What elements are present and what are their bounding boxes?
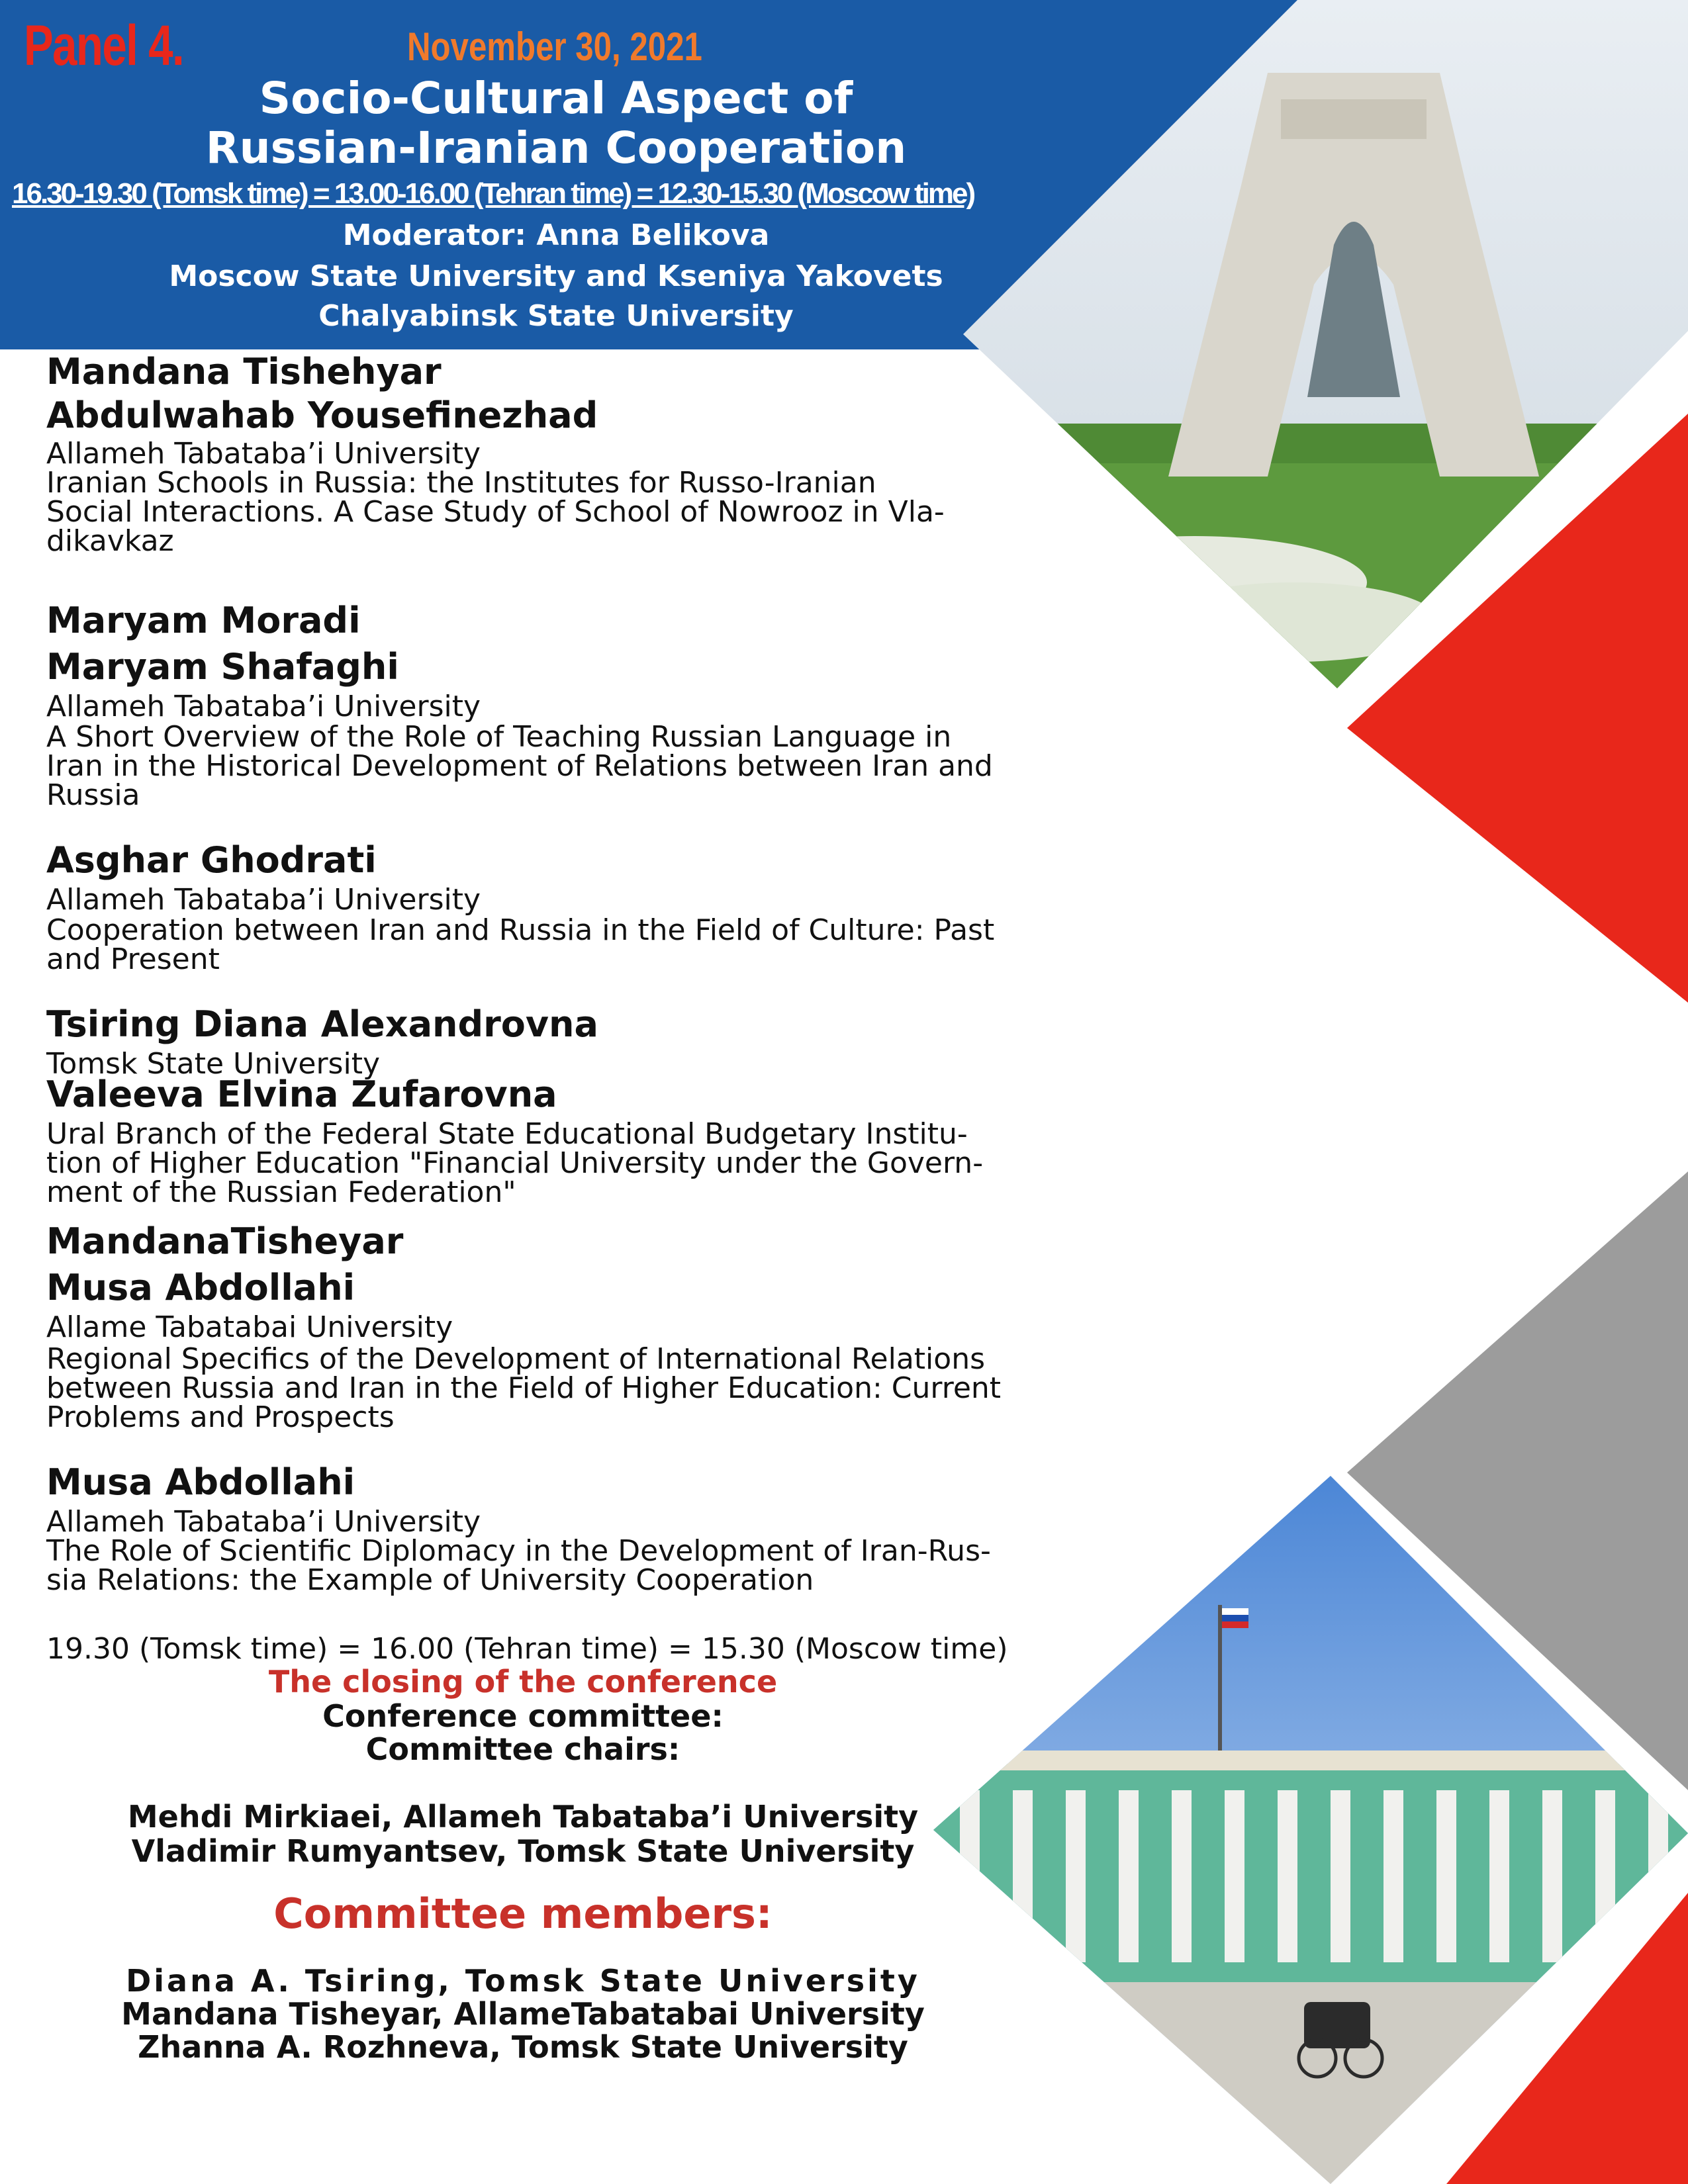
talk-title [46, 720, 1033, 812]
speaker-name: Maryam Shafaghi [46, 646, 399, 688]
talk-title [46, 466, 1033, 558]
talk-title-line: Iran in the Historical Development of Relations between Iran and [46, 749, 993, 783]
speaker-name: Maryam Moradi [46, 600, 361, 641]
talk-title-line: sia Relations: the Example of University Cooperation [46, 1563, 814, 1597]
talk-title-line: and Present [46, 942, 220, 976]
talk-title-line: Regional Specifics of the Development of International Relations [46, 1342, 986, 1376]
talk-title [46, 1342, 1033, 1434]
talk-title-line: The Role of Scientific Diplomacy in the Development of Iran-Rus- [46, 1534, 991, 1568]
talk-title-line: Problems and Prospects [46, 1400, 395, 1434]
speaker-affiliation: Allameh Tabataba’i University [46, 690, 481, 723]
moderator-line3: Chalyabinsk State University [318, 299, 794, 333]
speaker-affiliation: Tomsk State University [46, 1047, 380, 1081]
speaker-name: Mandana Tishehyar [46, 351, 442, 392]
speaker-affiliation: Allame Tabatabai University [46, 1310, 453, 1344]
committee-member: Zhanna A. Rozhneva, Tomsk State University [138, 2029, 908, 2065]
members-title: Committee members: [273, 1889, 773, 1938]
committee-chair: Vladimir Rumyantsev, Tomsk State University [131, 1833, 915, 1869]
committee-title: Conference committee: [322, 1698, 724, 1734]
talk-title-line: dikavkaz [46, 524, 174, 558]
talk-title-line: A Short Overview of the Role of Teaching Russian Language in [46, 720, 952, 754]
talk-title-line: Cooperation between Iran and Russia in the Field of Culture: Past [46, 913, 995, 947]
moderator-line2: Moscow State University and Kseniya Yakovets [169, 259, 943, 293]
speaker-name: Asghar Ghodrati [46, 839, 377, 881]
talk-title-line: Russia [46, 778, 140, 812]
speaker-affiliation: Allameh Tabataba’i University [46, 883, 481, 917]
winter-palace-photo [933, 1473, 1688, 2184]
speaker-name: Tsiring Diana Alexandrovna [46, 1003, 598, 1045]
speaker-affiliation: Allameh Tabataba’i University [46, 1505, 481, 1539]
affiliation-line: Ural Branch of the Federal State Educational Budgetary Institu- [46, 1117, 968, 1151]
panel-date: November 30, 2021 [407, 24, 702, 69]
committee-member: Diana A. Tsiring, Tomsk State University [126, 1963, 920, 1999]
speaker-name: Musa Abdollahi [46, 1267, 355, 1308]
talk-title-line: between Russia and Iran in the Field of Higher Education: Current [46, 1371, 1002, 1405]
moderator-line1: Moderator: Anna Belikova [342, 218, 770, 252]
chairs-title: Committee chairs: [365, 1731, 680, 1767]
speaker-name: Valeeva Elvina Zufarovna [46, 1073, 557, 1115]
session-time-range: 16.30-19.30 (Tomsk time) = 13.00-16.00 (Tehran time) = 12.30-15.30 (Moscow time) [12, 177, 974, 210]
panel-label: Panel 4. [24, 14, 184, 77]
speaker-name: MandanaTisheyar [46, 1220, 404, 1262]
affiliation-line: tion of Higher Education "Financial University under the Govern- [46, 1146, 984, 1180]
azadi-tower-photo [963, 0, 1688, 688]
panel-title-line1: Socio-Cultural Aspect of [259, 73, 853, 124]
talk-title-line: Iranian Schools in Russia: the Institutes for Russo-Iranian [46, 466, 876, 500]
speaker-affiliation: Allameh Tabataba’i University [46, 437, 481, 471]
closing-title: The closing of the conference [268, 1664, 778, 1700]
committee-chair: Mehdi Mirkiaei, Allameh Tabataba’i University [127, 1799, 919, 1835]
speaker-affiliation-long [46, 1117, 1033, 1209]
affiliation-line: ment of the Russian Federation" [46, 1175, 516, 1209]
committee-member: Mandana Tisheyar, AllameTabatabai University [121, 1996, 925, 2032]
panel-title-line2: Russian-Iranian Cooperation [205, 122, 907, 173]
talk-title [46, 1534, 1033, 1597]
talk-title [46, 913, 1033, 976]
speaker-name: Musa Abdollahi [46, 1461, 355, 1503]
closing-time: 19.30 (Tomsk time) = 16.00 (Tehran time) = 15.30 (Moscow time) [46, 1632, 1008, 1666]
speaker-name: Abdulwahab Yousefinezhad [46, 394, 598, 436]
talk-title-line: Social Interactions. A Case Study of School of Nowrooz in Vla- [46, 495, 945, 529]
